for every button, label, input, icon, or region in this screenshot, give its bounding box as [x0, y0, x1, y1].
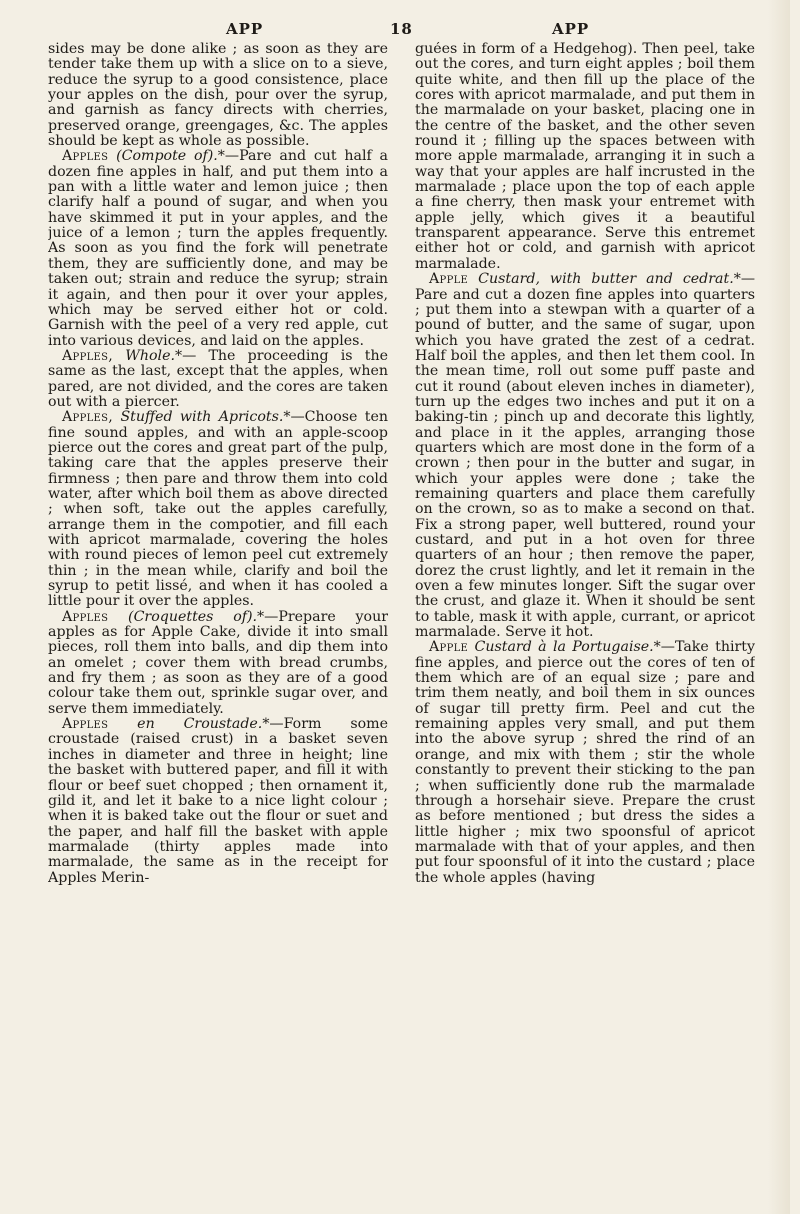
paragraph-continuation: guées in form of a Hedgehog). Then peel, take out the cores, and turn eight apples ; boil them quite white, and then fill up the place of the cores with apricot marmalade, and put them in the marmalade on your basket, placing one in the centre of the basket, and the other seven round it ; filling up the spaces between with more apple marmalade, arranging it in such a way that your apples are half incrusted in the marmalade ; place upon the top of each apple a fine cherry, then mask your entremet with apple jelly, which gives it a beautiful transparent appearance. Serve this entremet either hot or cold, and garnish with apricot marmalade. — [415, 42, 755, 272]
running-header — [0, 12, 800, 42]
right-column — [415, 42, 755, 1192]
entry-apples-croustade — [48, 717, 388, 886]
entry-heading: Apple — [429, 639, 469, 656]
entry-heading: Apple — [429, 271, 469, 288]
entry-subheading: Whole.* — [125, 347, 183, 364]
entry-text: —Pare and cut half a dozen fine apples in half, and put them into a pan with a little water and lemon juice ; then clarify half a pound of sugar, and when you have skimmed it put in your apples, and the juice of a lemon ; turn the apples frequently. As soon as you find the fork will penetrate them, they are sufficiently done, and may be taken out; strain and reduce the syrup; strain it again, and then pour it over your apples, which may be served either hot or cold. Garnish with the peel of a very red apple, cut into various devices, and laid on the apples. — [48, 148, 388, 349]
entry-text: —Prepare your apples as for Apple Cake, divide it into small pieces, roll them into balls, and dip them into an omelet ; cover them with bread crumbs, and fry them ; as soon as they are of a good colour take them out, sprinkle sugar over, and serve them immediately. — [48, 608, 388, 717]
entry-heading: Apples — [62, 148, 109, 165]
entry-heading: Apples, — [62, 409, 114, 426]
page-number: 18 — [390, 20, 413, 38]
entry-subheading: (Croquettes of).* — [128, 608, 265, 625]
entry-text: —Form some croustade (raised crust) in a basket seven inches in diameter and three in height; line the basket with buttered paper, and fill it with flour or beef suet chopped ; then ornament it, gild it, and let it bake to a nice light colour ; when it is baked take out the flour or suet and the paper, and half fill the basket with apple marmalade (thirty apples made into marmalade, the same as in the receipt for Apples Merin- — [48, 716, 388, 886]
entry-apple-custard-portugaise — [415, 640, 755, 886]
entry-subheading: Custard à la Portugaise.* — [474, 639, 661, 656]
entry-heading: Apples — [62, 716, 109, 733]
entry-subheading: en Croustade.* — [137, 716, 270, 733]
entry-text: —Pare and cut a dozen fine apples into quarters ; put them into a stewpan with a quarter of a pound of butter, and the same of sugar, upon which you have grated the zest of a cedrat. Half boil the apples, and then let them cool. In the mean time, roll out some puff paste and cut it round (about eleven inches in diameter), turn up the edges two inches and put it on a baking-tin ; pinch up and decorate this lightly, and place in it the apples, arranging those quarters which are most done in the form of a crown ; then pour in the butter and sugar, in which your apples were done ; take the remaining quarters and place them carefully on the crown, so as to make a second on that. Fix a strong paper, well buttered, round your custard, and put in a hot oven for three quarters of an hour ; then remove the paper, dorez the crust lightly, and let it remain in the oven a few minutes longer. Sift the sugar over the crust, and glaze it. When it should be sent to table, mask it with apple, currant, or apricot marmalade. Serve it hot. — [415, 271, 755, 641]
entry-subheading: (Compote of).* — [116, 148, 225, 165]
left-column — [48, 42, 388, 1192]
entry-text: —Take thirty fine apples, and pierce out the cores of ten of them which are of an equal size ; pare and trim them neatly, and boil them in six ounces of sugar till pretty firm. Peel and cut the remaining apples very small, and put them into the above syrup ; shred the rind of an orange, and mix with them ; stir the whole constantly to prevent their sticking to the pan ; when sufficiently done rub the marmalade through a horsehair sieve. Prepare the crust as before mentioned ; but dress the sides a little higher ; mix two spoonsful of apricot marmalade with that of your apples, and then put four spoonsful of it into the custard ; place the whole apples (having — [415, 639, 755, 886]
entry-subheading: Custard, with butter and cedrat.* — [478, 271, 741, 288]
entry-subheading: Stuffed with Apricots.* — [120, 409, 291, 426]
entry-apple-custard-cedrat — [415, 272, 755, 640]
entry-apples-stuffed — [48, 410, 388, 609]
entry-heading: Apples — [62, 608, 109, 625]
entry-text: — The proceeding is the same as the last, except that the apples, when pared, are not divided, and the cores are taken out with a piercer. — [48, 347, 388, 410]
entry-apples-whole — [48, 349, 388, 410]
entry-heading: Apples, — [62, 347, 114, 364]
entry-apples-croquettes — [48, 610, 388, 717]
entry-text: —Choose ten fine sound apples, and with an apple-scoop pierce out the cores and great part of the pulp, taking care that the apples preserve their firmness ; then pare and throw them into cold water, after which boil them as above directed ; when soft, take out the apples carefully, arrange them in the compotier, and fill each with apricot marmalade, covering the holes with round pieces of lemon peel cut extremely thin ; in the mean while, clarify and boil the syrup to petit lissé, and when it has cooled a little pour it over the apples. — [48, 409, 388, 610]
header-right-word: APP — [552, 20, 590, 38]
header-left-word: APP — [226, 20, 264, 38]
page-edge-shading — [768, 0, 790, 1214]
paragraph-continuation: sides may be done alike ; as soon as they are tender take them up with a slice on to a sieve, reduce the syrup to a good consistence, place your apples on the dish, pour over the syrup, and garnish as fancy directs with cherries, preserved orange, greengages, &c. The apples should be kept as whole as possible. — [48, 42, 388, 150]
entry-apples-compote — [48, 149, 388, 348]
